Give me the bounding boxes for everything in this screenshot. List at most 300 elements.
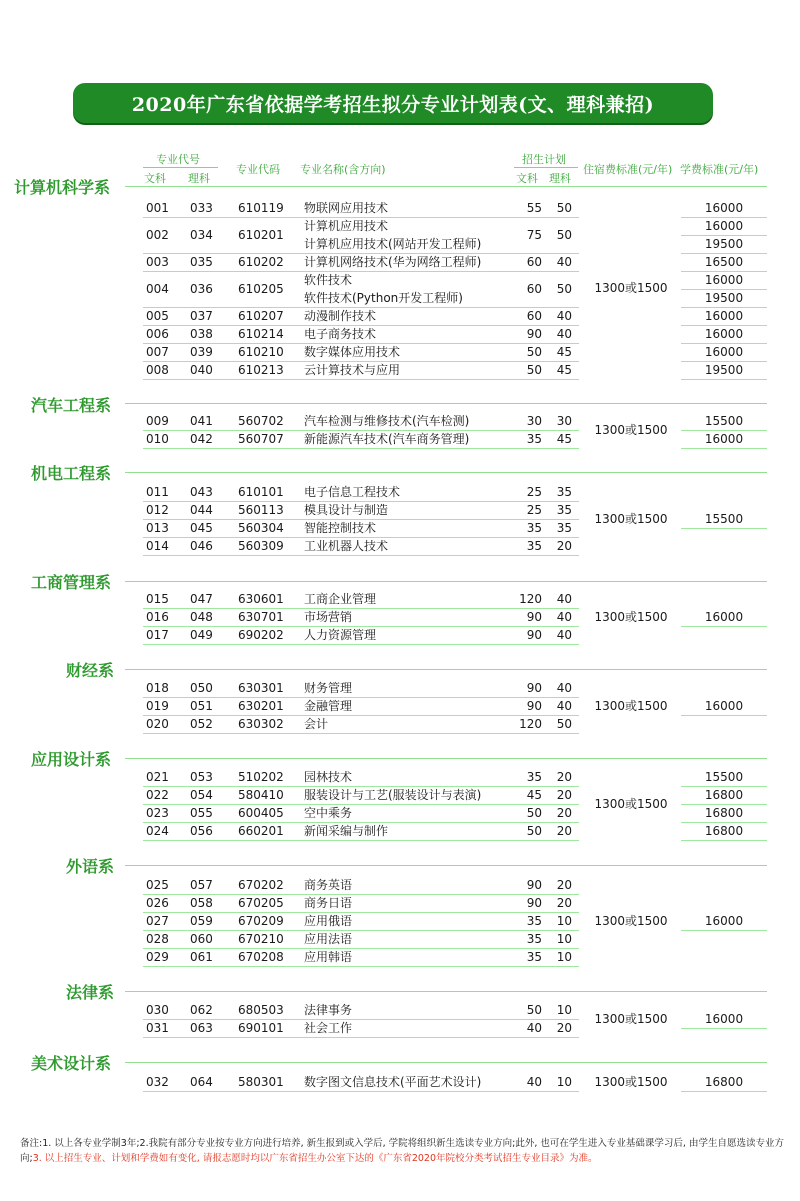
table-row xyxy=(138,412,768,430)
plan-li: 20 xyxy=(556,878,572,892)
plan-li: 45 xyxy=(556,363,572,377)
department-divider xyxy=(125,669,767,670)
department-title: 美术设计系 xyxy=(31,1054,112,1073)
major-code: 670210 xyxy=(238,932,284,946)
tuition-fee: 16800 xyxy=(704,1075,744,1089)
accommodation-fee: 1300或1500 xyxy=(594,914,668,928)
plan-li: 35 xyxy=(556,503,572,517)
major-code-li: 034 xyxy=(190,228,213,242)
table-row xyxy=(138,501,768,519)
major-code-wen: 021 xyxy=(146,770,169,784)
major-code-li: 050 xyxy=(190,681,213,695)
major-code-wen: 024 xyxy=(146,824,169,838)
table-row xyxy=(138,590,768,608)
footer-note xyxy=(20,1136,785,1166)
tuition-fee: 19500 xyxy=(704,237,744,251)
plan-li: 20 xyxy=(556,896,572,910)
major-name: 模具设计与制造 xyxy=(304,503,389,517)
tuition-fee: 19500 xyxy=(704,363,744,377)
department-divider xyxy=(125,865,767,866)
major-code-wen: 016 xyxy=(146,610,169,624)
table-row xyxy=(138,325,768,343)
row-divider xyxy=(143,448,579,449)
major-code-wen: 027 xyxy=(146,914,169,928)
tuition-fee: 16000 xyxy=(704,345,744,359)
plan-wen: 60 xyxy=(526,309,542,323)
major-code-wen: 010 xyxy=(146,432,169,446)
tuition-fee: 16800 xyxy=(704,806,744,820)
tuition-fee: 16800 xyxy=(704,788,744,802)
tuition-divider xyxy=(681,840,767,841)
major-code-wen: 018 xyxy=(146,681,169,695)
major-code-li: 057 xyxy=(190,878,213,892)
table-row xyxy=(138,894,768,912)
plan-li: 10 xyxy=(556,950,572,964)
plan-li: 20 xyxy=(556,788,572,802)
table-row xyxy=(138,253,768,271)
plan-li: 40 xyxy=(556,681,572,695)
row-divider xyxy=(143,840,579,841)
accommodation-fee: 1300或1500 xyxy=(594,610,668,624)
plan-li: 10 xyxy=(556,914,572,928)
major-name: 金融管理 xyxy=(304,699,353,713)
major-code-li: 056 xyxy=(190,824,213,838)
plan-wen: 90 xyxy=(526,699,542,713)
major-name: 应用法语 xyxy=(304,932,353,946)
major-name: 社会工作 xyxy=(304,1021,353,1035)
row-divider xyxy=(143,966,579,967)
tuition-fee: 16000 xyxy=(704,219,744,233)
table-row xyxy=(138,271,768,307)
major-code-li: 063 xyxy=(190,1021,213,1035)
plan-wen: 40 xyxy=(526,1075,542,1089)
major-code: 690101 xyxy=(238,1021,284,1035)
major-code-wen: 003 xyxy=(146,255,169,269)
major-name: 法律事务 xyxy=(304,1003,353,1017)
major-code-wen: 012 xyxy=(146,503,169,517)
major-code-li: 062 xyxy=(190,1003,213,1017)
footer-note-text: 备注:1. 以上各专业学制3年;2.我院有部分专业按专业方向进行培养, 新生报到或入学后, 学院将组织新生选读专业方向;此外, 也可在学生进入专业基础课学习后, 由学生自愿选读专业方向; xyxy=(20,1138,784,1164)
accommodation-fee: 1300或1500 xyxy=(594,512,668,526)
major-name: 会计 xyxy=(304,717,329,731)
major-code-li: 036 xyxy=(190,282,213,296)
table-row xyxy=(138,1073,768,1091)
plan-wen: 35 xyxy=(526,770,542,784)
plan-wen: 50 xyxy=(526,345,542,359)
major-name: 物联网应用技术 xyxy=(304,201,389,215)
accommodation-fee: 1300或1500 xyxy=(594,1075,668,1089)
table-row xyxy=(138,1001,768,1019)
major-name-direction: 软件技术(Python开发工程师) xyxy=(304,291,463,305)
header-wen: 文科 xyxy=(144,172,166,185)
major-code-li: 051 xyxy=(190,699,213,713)
major-code-wen: 029 xyxy=(146,950,169,964)
major-code-li: 045 xyxy=(190,521,213,535)
plan-wen: 50 xyxy=(526,824,542,838)
major-code: 510202 xyxy=(238,770,284,784)
plan-wen: 60 xyxy=(526,255,542,269)
plan-wen: 75 xyxy=(526,228,542,242)
accommodation-fee: 1300或1500 xyxy=(594,281,668,295)
major-code-wen: 001 xyxy=(146,201,169,215)
major-code: 690202 xyxy=(238,628,284,642)
major-code: 670202 xyxy=(238,878,284,892)
major-code: 560702 xyxy=(238,414,284,428)
plan-li: 20 xyxy=(556,770,572,784)
major-code-wen: 006 xyxy=(146,327,169,341)
plan-wen: 35 xyxy=(526,521,542,535)
major-code: 660201 xyxy=(238,824,284,838)
plan-wen: 35 xyxy=(526,914,542,928)
major-code-li: 044 xyxy=(190,503,213,517)
major-code: 630302 xyxy=(238,717,284,731)
major-code-wen: 028 xyxy=(146,932,169,946)
major-code: 610119 xyxy=(238,201,284,215)
plan-li: 40 xyxy=(556,309,572,323)
plan-wen: 35 xyxy=(526,950,542,964)
department-divider xyxy=(125,991,767,992)
department-title: 外语系 xyxy=(66,857,115,876)
plan-wen: 90 xyxy=(526,327,542,341)
plan-wen: 45 xyxy=(526,788,542,802)
major-code-wen: 025 xyxy=(146,878,169,892)
major-code-wen: 014 xyxy=(146,539,169,553)
accommodation-fee: 1300或1500 xyxy=(594,423,668,437)
header-plan-group: 招生计划 xyxy=(522,153,566,166)
plan-li: 40 xyxy=(556,628,572,642)
major-code: 610214 xyxy=(238,327,284,341)
tuition-divider xyxy=(681,1028,767,1029)
table-row xyxy=(138,804,768,822)
major-code-li: 046 xyxy=(190,539,213,553)
table-row xyxy=(138,912,768,930)
major-name: 数字图文信息技术(平面艺术设计) xyxy=(304,1075,482,1089)
tuition-divider xyxy=(681,715,767,716)
tuition-fee: 16000 xyxy=(704,699,744,713)
table-row xyxy=(138,430,768,448)
major-code-li: 053 xyxy=(190,770,213,784)
major-name: 工商企业管理 xyxy=(304,592,377,606)
tuition-divider xyxy=(681,626,767,627)
major-code-li: 037 xyxy=(190,309,213,323)
table-row xyxy=(138,948,768,966)
major-name: 人力资源管理 xyxy=(304,628,377,642)
major-code-wen: 008 xyxy=(146,363,169,377)
plan-li: 35 xyxy=(556,485,572,499)
plan-li: 10 xyxy=(556,932,572,946)
header-plan-wen: 文科 xyxy=(516,172,538,185)
major-code-wen: 026 xyxy=(146,896,169,910)
tuition-fee: 16000 xyxy=(704,610,744,624)
major-code: 610101 xyxy=(238,485,284,499)
department-title: 计算机科学系 xyxy=(14,178,111,197)
header-code: 专业代码 xyxy=(236,163,280,176)
major-code-li: 049 xyxy=(190,628,213,642)
table-row xyxy=(138,307,768,325)
major-code: 610213 xyxy=(238,363,284,377)
major-code-li: 039 xyxy=(190,345,213,359)
title-banner xyxy=(73,83,713,123)
major-code-wen: 004 xyxy=(146,282,169,296)
major-code-li: 060 xyxy=(190,932,213,946)
major-name: 应用韩语 xyxy=(304,950,353,964)
major-code: 560309 xyxy=(238,539,284,553)
header-fee: 住宿费标准(元/年) xyxy=(583,163,673,176)
department-divider xyxy=(125,581,767,582)
table-row xyxy=(138,786,768,804)
major-code: 680503 xyxy=(238,1003,284,1017)
plan-wen: 35 xyxy=(526,932,542,946)
major-code-wen: 023 xyxy=(146,806,169,820)
major-code-li: 064 xyxy=(190,1075,213,1089)
tuition-fee: 16000 xyxy=(704,273,744,287)
table-row xyxy=(138,537,768,555)
major-code-li: 033 xyxy=(190,201,213,215)
major-code-wen: 020 xyxy=(146,717,169,731)
plan-wen: 90 xyxy=(526,681,542,695)
table-row xyxy=(138,697,768,715)
department-title: 汽车工程系 xyxy=(31,396,112,415)
major-name: 新能源汽车技术(汽车商务管理) xyxy=(304,432,470,446)
table-row xyxy=(138,679,768,697)
major-code: 670205 xyxy=(238,896,284,910)
table-row xyxy=(138,343,768,361)
plan-wen: 50 xyxy=(526,806,542,820)
plan-li: 35 xyxy=(556,521,572,535)
major-code-li: 048 xyxy=(190,610,213,624)
major-code: 610210 xyxy=(238,345,284,359)
department-divider xyxy=(125,403,767,404)
table-row xyxy=(138,768,768,786)
major-code: 600405 xyxy=(238,806,284,820)
plan-wen: 35 xyxy=(526,539,542,553)
table-row xyxy=(138,822,768,840)
plan-li: 40 xyxy=(556,699,572,713)
major-name: 空中乘务 xyxy=(304,806,353,820)
row-divider xyxy=(143,644,579,645)
major-code: 670208 xyxy=(238,950,284,964)
plan-wen: 25 xyxy=(526,503,542,517)
plan-li: 20 xyxy=(556,806,572,820)
plan-wen: 120 xyxy=(519,592,542,606)
major-name: 软件技术 xyxy=(304,273,353,287)
tuition-divider xyxy=(681,448,767,449)
tuition-divider xyxy=(681,528,767,529)
header-major-code-group: 专业代号 xyxy=(156,153,200,166)
department-divider xyxy=(125,758,767,759)
plan-wen: 50 xyxy=(526,363,542,377)
major-code: 670209 xyxy=(238,914,284,928)
plan-li: 10 xyxy=(556,1075,572,1089)
major-code: 630301 xyxy=(238,681,284,695)
header-li: 理科 xyxy=(188,172,210,185)
major-name: 数字媒体应用技术 xyxy=(304,345,401,359)
tuition-divider xyxy=(681,930,767,931)
plan-li: 50 xyxy=(556,228,572,242)
plan-wen: 55 xyxy=(526,201,542,215)
major-code-wen: 013 xyxy=(146,521,169,535)
row-divider xyxy=(143,1037,579,1038)
plan-li: 40 xyxy=(556,592,572,606)
major-code-wen: 007 xyxy=(146,345,169,359)
table-row xyxy=(138,1019,768,1037)
major-name: 服装设计与工艺(服装设计与表演) xyxy=(304,788,482,802)
plan-wen: 50 xyxy=(526,1003,542,1017)
major-code-li: 047 xyxy=(190,592,213,606)
major-name: 汽车检测与维修技术(汽车检测) xyxy=(304,414,470,428)
department-title: 工商管理系 xyxy=(31,573,112,592)
major-code-wen: 002 xyxy=(146,228,169,242)
major-code-wen: 015 xyxy=(146,592,169,606)
major-code-wen: 022 xyxy=(146,788,169,802)
plan-li: 20 xyxy=(556,824,572,838)
major-name-direction: 计算机应用技术(网站开发工程师) xyxy=(304,237,482,251)
plan-li: 30 xyxy=(556,414,572,428)
plan-li: 50 xyxy=(556,201,572,215)
major-name: 电子商务技术 xyxy=(304,327,377,341)
table-row xyxy=(138,483,768,501)
tuition-fee: 16000 xyxy=(704,309,744,323)
major-code-li: 043 xyxy=(190,485,213,499)
header-group-line xyxy=(143,167,218,168)
department-title: 机电工程系 xyxy=(31,464,112,483)
plan-li: 45 xyxy=(556,345,572,359)
row-divider xyxy=(143,379,579,380)
major-name: 商务英语 xyxy=(304,878,353,892)
major-code: 610202 xyxy=(238,255,284,269)
plan-wen: 90 xyxy=(526,878,542,892)
major-code-li: 041 xyxy=(190,414,213,428)
tuition-fee: 15500 xyxy=(704,414,744,428)
tuition-divider xyxy=(681,379,767,380)
row-divider xyxy=(143,555,579,556)
plan-li: 50 xyxy=(556,282,572,296)
table-row xyxy=(138,608,768,626)
department-divider xyxy=(125,1062,767,1063)
plan-wen: 90 xyxy=(526,610,542,624)
major-code-li: 040 xyxy=(190,363,213,377)
tuition-fee: 16000 xyxy=(704,327,744,341)
major-code-li: 054 xyxy=(190,788,213,802)
major-name: 计算机应用技术 xyxy=(304,219,389,233)
major-name: 市场营销 xyxy=(304,610,353,624)
major-name: 新闻采编与制作 xyxy=(304,824,389,838)
major-code-wen: 005 xyxy=(146,309,169,323)
major-code-li: 038 xyxy=(190,327,213,341)
plan-li: 40 xyxy=(556,327,572,341)
table-row xyxy=(138,876,768,894)
department-divider xyxy=(125,472,767,473)
accommodation-fee: 1300或1500 xyxy=(594,699,668,713)
major-code: 560707 xyxy=(238,432,284,446)
tuition-fee: 16500 xyxy=(704,255,744,269)
accommodation-fee: 1300或1500 xyxy=(594,797,668,811)
plan-wen: 40 xyxy=(526,1021,542,1035)
table-row xyxy=(138,361,768,379)
tuition-fee: 16800 xyxy=(704,824,744,838)
header-name: 专业名称(含方向) xyxy=(300,163,386,176)
plan-li: 40 xyxy=(556,610,572,624)
major-code-li: 058 xyxy=(190,896,213,910)
tuition-divider xyxy=(681,1091,767,1092)
major-code-li: 061 xyxy=(190,950,213,964)
department-divider xyxy=(125,186,767,187)
major-name: 应用俄语 xyxy=(304,914,353,928)
major-code: 610205 xyxy=(238,282,284,296)
plan-wen: 30 xyxy=(526,414,542,428)
tuition-fee: 16000 xyxy=(704,432,744,446)
tuition-fee: 15500 xyxy=(704,512,744,526)
tuition-fee: 16000 xyxy=(704,201,744,215)
plan-li: 50 xyxy=(556,717,572,731)
plan-wen: 90 xyxy=(526,628,542,642)
table-row xyxy=(138,930,768,948)
table-row xyxy=(138,217,768,253)
page-title: 2020年广东省依据学考招生拟分专业计划表(文、理科兼招) xyxy=(131,93,655,116)
major-code: 580410 xyxy=(238,788,284,802)
major-code-wen: 017 xyxy=(146,628,169,642)
major-name: 计算机网络技术(华为网络工程师) xyxy=(304,255,482,269)
major-name: 电子信息工程技术 xyxy=(304,485,401,499)
table-row xyxy=(138,626,768,644)
major-name: 云计算技术与应用 xyxy=(304,363,401,377)
major-name: 智能控制技术 xyxy=(304,521,377,535)
department-title: 法律系 xyxy=(66,983,115,1002)
major-name: 财务管理 xyxy=(304,681,353,695)
major-code-wen: 011 xyxy=(146,485,169,499)
major-code: 630201 xyxy=(238,699,284,713)
department-title: 应用设计系 xyxy=(31,750,112,769)
tuition-fee: 16000 xyxy=(704,914,744,928)
header-tuition: 学费标准(元/年) xyxy=(680,163,759,176)
major-code-wen: 031 xyxy=(146,1021,169,1035)
major-name: 商务日语 xyxy=(304,896,353,910)
tuition-fee: 15500 xyxy=(704,770,744,784)
major-code-li: 042 xyxy=(190,432,213,446)
major-code: 560304 xyxy=(238,521,284,535)
row-divider xyxy=(143,1091,579,1092)
header-plan-line xyxy=(514,167,578,168)
major-code-wen: 032 xyxy=(146,1075,169,1089)
header-plan-li: 理科 xyxy=(549,172,571,185)
major-code: 630701 xyxy=(238,610,284,624)
table-row xyxy=(138,519,768,537)
plan-wen: 120 xyxy=(519,717,542,731)
plan-wen: 25 xyxy=(526,485,542,499)
plan-li: 45 xyxy=(556,432,572,446)
major-code: 610201 xyxy=(238,228,284,242)
tuition-fee: 16000 xyxy=(704,1012,744,1026)
major-code: 560113 xyxy=(238,503,284,517)
accommodation-fee: 1300或1500 xyxy=(594,1012,668,1026)
major-code: 630601 xyxy=(238,592,284,606)
table-row xyxy=(138,715,768,733)
plan-li: 20 xyxy=(556,539,572,553)
major-code-li: 059 xyxy=(190,914,213,928)
plan-li: 10 xyxy=(556,1003,572,1017)
major-code-wen: 030 xyxy=(146,1003,169,1017)
plan-li: 40 xyxy=(556,255,572,269)
footer-note-warning: 3. 以上招生专业、计划和学费如有变化, 请报志愿时均以广东省招生办公室下达的《广东省2020年院校分类考试招生专业目录》为准。 xyxy=(32,1153,598,1164)
plan-wen: 35 xyxy=(526,432,542,446)
row-divider xyxy=(143,733,579,734)
department-title: 财经系 xyxy=(66,661,115,680)
major-name: 动漫制作技术 xyxy=(304,309,377,323)
plan-li: 20 xyxy=(556,1021,572,1035)
major-code-li: 035 xyxy=(190,255,213,269)
major-code: 580301 xyxy=(238,1075,284,1089)
plan-wen: 90 xyxy=(526,896,542,910)
